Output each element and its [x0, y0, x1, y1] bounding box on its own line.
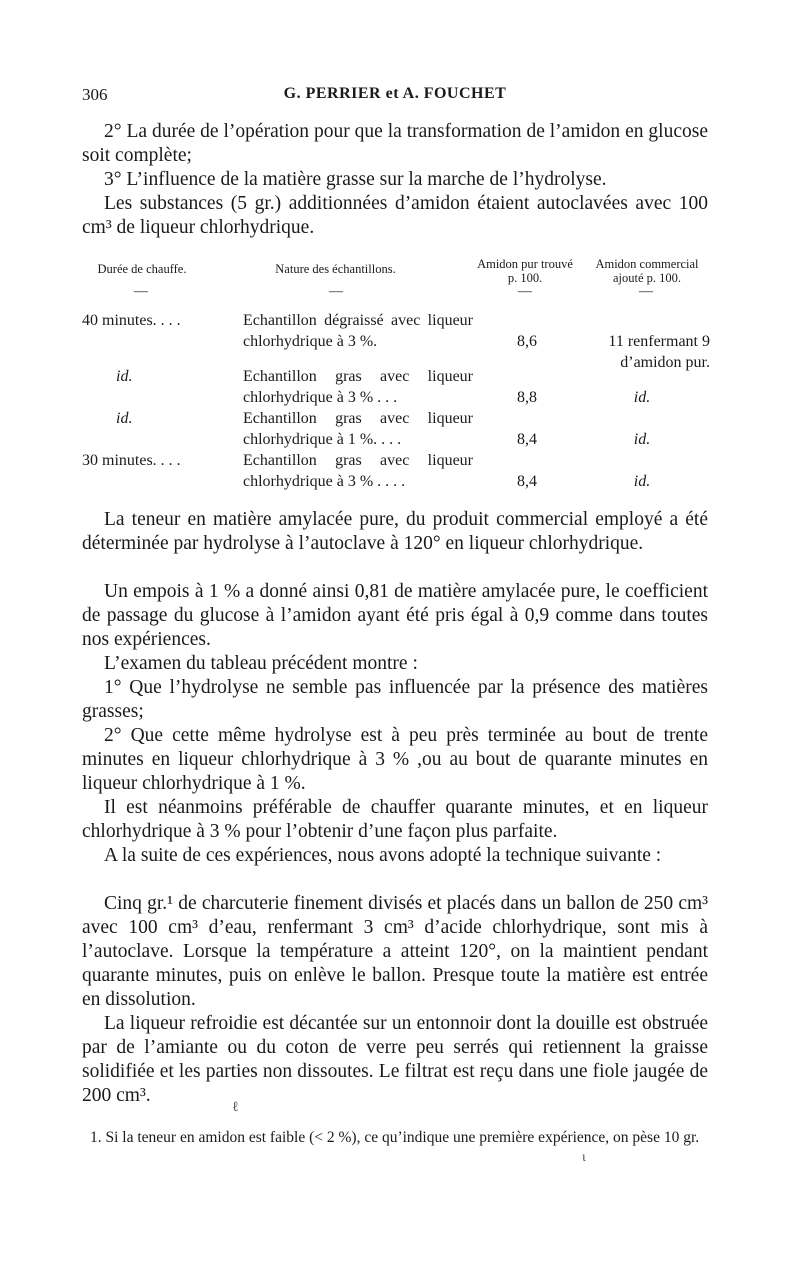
intro-item-3: 3° L’influence de la matière grasse sur la marche de l’hydrolyse.: [104, 169, 607, 190]
table-row-3-nature: Echantillon gras avec liqueur chlorhydrique à 1 %. . . .: [243, 410, 473, 448]
col-header-pure: Amidon pur trouvé p. 100.: [477, 257, 573, 285]
results-table: [82, 254, 712, 494]
header-rule: —: [134, 284, 148, 299]
running-title: G. PERRIER et A. FOUCHET: [283, 85, 507, 102]
table-row-4-commercial: id.: [633, 473, 651, 490]
page-header: [82, 85, 708, 109]
intro-substances: Les substances (5 gr.) additionnées d’amidon étaient autoclavées avec 100 cm³ de liqueur chlorhydrique.: [82, 193, 708, 238]
paragraph-preferable: Il est néanmoins préférable de chauffer quarante minutes, et en liqueur chlorhydrique à 3 % pour l’obtenir d’une façon plus parfaite.: [82, 797, 708, 842]
table-row-3-commercial: id.: [633, 431, 651, 448]
paragraph-point-2: 2° Que cette même hydrolyse est à peu près terminée au bout de trente minutes en liqueur chlorhydrique à 3 % ,ou au bout de quarante minutes en liqueur chlorhydrique à 1 %.: [82, 725, 708, 794]
col-header-nature: Nature des échantillons.: [275, 262, 396, 276]
col-header-duration: Durée de chauffe.: [97, 262, 187, 276]
table-row-2-commercial: id.: [633, 389, 651, 406]
table-row-1-commercial: 11 renfermant 9 d’amidon pur.: [608, 333, 710, 371]
stray-mark: ℓ: [232, 1100, 239, 1115]
paragraph-point-1: 1° Que l’hydrolyse ne semble pas influencée par la présence des matières grasses;: [82, 677, 708, 722]
paragraph-filtration: La liqueur refroidie est décantée sur un entonnoir dont la douille est obstruée par de l’amiante ou du coton de verre peu serrés qui retiennent la graisse solidifiée et les parties non dissoutes. Le filtrat est reçu dans une fiole jaugée de 200 cm³.: [82, 1013, 708, 1106]
table-row-1-duration: 40 minutes. . . .: [82, 312, 181, 329]
stray-mark: ι: [582, 1150, 586, 1165]
header-rule: —: [518, 284, 532, 299]
paragraph-procedure: Cinq gr.¹ de charcuterie finement divisés et placés dans un ballon de 250 cm³ avec 100 cm³ d’eau, renfermant 3 cm³ d’acide chlorhydrique, sont mis à l’autoclave. Lorsque la température a atteint 120°, on la maintient pendant quarante minutes, puis on enlève le ballon. Presque toute la matière est entrée en dissolution.: [82, 893, 708, 1010]
header-rule: —: [329, 284, 343, 299]
table-row-2-pure: 8,8: [517, 389, 537, 406]
col-header-commercial: Amidon commercial ajouté p. 100.: [595, 257, 699, 285]
intro-item-2: 2° La durée de l’opération pour que la transformation de l’amidon en glucose soit complète;: [82, 121, 708, 166]
paragraph-empois: Un empois à 1 % a donné ainsi 0,81 de matière amylacée pure, le coefficient de passage du glucose à l’amidon ayant été pris égal à 0,9 comme dans toutes nos expériences.: [82, 581, 708, 650]
table-row-4-duration: 30 minutes. . . .: [82, 452, 181, 469]
paragraph-starch-content: La teneur en matière amylacée pure, du produit commercial employé a été déterminée par hydrolyse à l’autoclave à 120° en liqueur chlorhydrique.: [82, 509, 708, 554]
page-number: 306: [82, 85, 108, 104]
table-row-2-nature: Echantillon gras avec liqueur chlorhydrique à 3 % . . .: [243, 368, 473, 406]
table-row-3-duration: id.: [116, 410, 133, 427]
header-rule: —: [639, 284, 653, 299]
table-row-3-pure: 8,4: [517, 431, 537, 448]
table-row-2-duration: id.: [116, 368, 133, 385]
paragraph-examen: L’examen du tableau précédent montre :: [104, 653, 418, 674]
table-row-1-pure: 8,6: [517, 333, 537, 350]
table-row-4-pure: 8,4: [517, 473, 537, 490]
table-row-4-nature: Echantillon gras avec liqueur chlorhydrique à 3 % . . . .: [243, 452, 473, 490]
paragraph-technique: A la suite de ces expériences, nous avons adopté la technique suivante :: [104, 845, 662, 866]
table-row-1-nature: Echantillon dégraissé avec liqueur chlorhydrique à 3 %.: [243, 312, 473, 350]
footnote: 1. Si la teneur en amidon est faible (< 2 %), ce qu’indique une première expérience, on pèse 10 gr.: [90, 1129, 700, 1146]
